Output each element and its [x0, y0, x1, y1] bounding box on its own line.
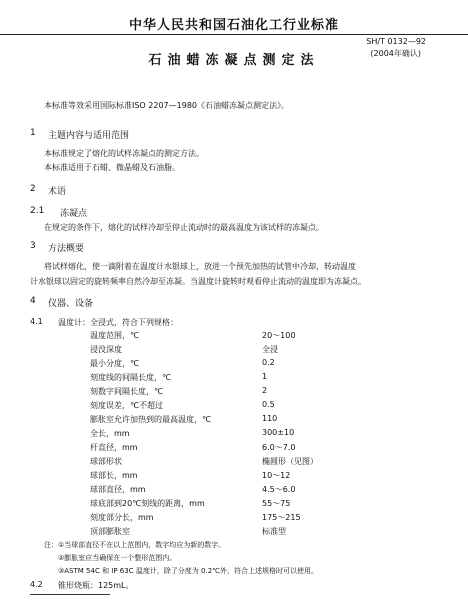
note-2: ②膨胀室应当确保在一个整形范围内。 [58, 554, 177, 562]
spec-name: 顶部膨胀室 [90, 527, 130, 536]
spec-value: 10～12 [262, 471, 291, 480]
spec-value: 2 [262, 386, 268, 395]
spec-name: 球部形状 [90, 457, 122, 466]
note-1: 注：①当球部直径不在以上范围内，数字均应为新的数字。 [44, 541, 226, 549]
footnote-rule [30, 594, 110, 595]
spec-name: 球部直径，mm [90, 485, 146, 494]
section-4-number: 4 [30, 296, 36, 306]
spec-name: 全长，mm [90, 429, 130, 438]
spec-name: 杆直径，mm [90, 443, 138, 452]
spec-value: 110 [262, 414, 278, 423]
section-2-1-line-1: 在规定的条件下，熔化的试样冷却至停止流动时的最高温度为该试样的冻凝点。 [44, 223, 324, 232]
spec-name: 温度范围，℃ [90, 331, 139, 340]
spec-name: 最小分度，℃ [90, 359, 139, 368]
spec-name: 球底部到20℃刻线的距离，mm [90, 499, 205, 508]
section-1-number: 1 [30, 128, 36, 138]
spec-name: 刻度线的间隔长度，℃ [90, 373, 171, 382]
spec-name: 膨胀室允许加热到的最高温度，℃ [90, 415, 211, 424]
section-1-line-1: 本标准规定了熔化的试样冻凝点的测定方法。 [44, 149, 204, 158]
spec-name: 浸没深度 [90, 345, 122, 354]
spec-value: 0.2 [262, 358, 275, 367]
spec-value: 全浸 [262, 345, 278, 354]
standard-number: SH/T 0132—92 [366, 37, 426, 46]
spec-name: 刻数字间隔长度，℃ [90, 387, 163, 396]
spec-name: 球部长，mm [90, 471, 138, 480]
spec-name: 刻度误差，℃不超过 [90, 401, 163, 410]
section-3-number: 3 [30, 241, 36, 251]
thermometer-item-number: 4.1 [30, 317, 43, 326]
spec-value: 300±10 [262, 428, 295, 437]
spec-value: 标准型 [262, 527, 286, 536]
item-4-2-text: 锥形烧瓶：125mL。 [58, 581, 134, 590]
spec-value: 6.0～7.0 [262, 443, 296, 452]
section-1-line-2: 本标准适用于石蜡、微晶蜡及石油脂。 [44, 163, 180, 172]
section-3-line-2: 计水银球以固定的旋转频率自然冷却至冻凝。当温度计旋转时观看停止流动的温度即为冻凝点。 [30, 277, 366, 286]
spec-value: 175～215 [262, 513, 301, 522]
item-4-2-number: 4.2 [30, 580, 43, 589]
section-3-heading: 方法概要 [48, 244, 85, 254]
section-3-line-1: 将试样熔化，使一滴附着在温度计水银球上，放进一个预先加热的试管中冷却，转动温度 [44, 262, 356, 271]
standard-confirm-year: (2004年确认) [370, 49, 421, 58]
spec-value: 20～100 [262, 331, 296, 340]
thermometer-label: 温度计：全浸式，符合下列规格： [58, 318, 178, 327]
spec-value: 0.5 [262, 400, 275, 409]
section-2-heading: 术语 [48, 187, 67, 197]
section-2-number: 2 [30, 184, 36, 194]
spec-value: 1 [262, 372, 268, 381]
document-title: 石油蜡冻凝点测定法 [148, 53, 320, 68]
spec-value: 55～75 [262, 499, 291, 508]
standard-org-title: 中华人民共和国石油化工行业标准 [128, 18, 339, 33]
spec-value: 椭圆形（见图） [262, 457, 318, 466]
intro-paragraph: 本标准等效采用国际标准ISO 2207—1980《石油蜡冻凝点测定法》。 [44, 101, 289, 110]
spec-name: 刻度部分长，mm [90, 513, 154, 522]
spec-value: 4.5～6.0 [262, 485, 296, 494]
header-rule [0, 34, 468, 35]
section-2-1-number: 2.1 [30, 206, 45, 216]
note-3: ③ASTM 54C 和 IP 63C 温度计，除了分度为 0.2℃外，符合上述规格时可以使用。 [58, 567, 319, 575]
section-1-heading: 主题内容与适用范围 [48, 131, 130, 141]
section-2-1-heading: 冻凝点 [60, 209, 88, 219]
section-4-heading: 仪器、设备 [48, 299, 94, 309]
